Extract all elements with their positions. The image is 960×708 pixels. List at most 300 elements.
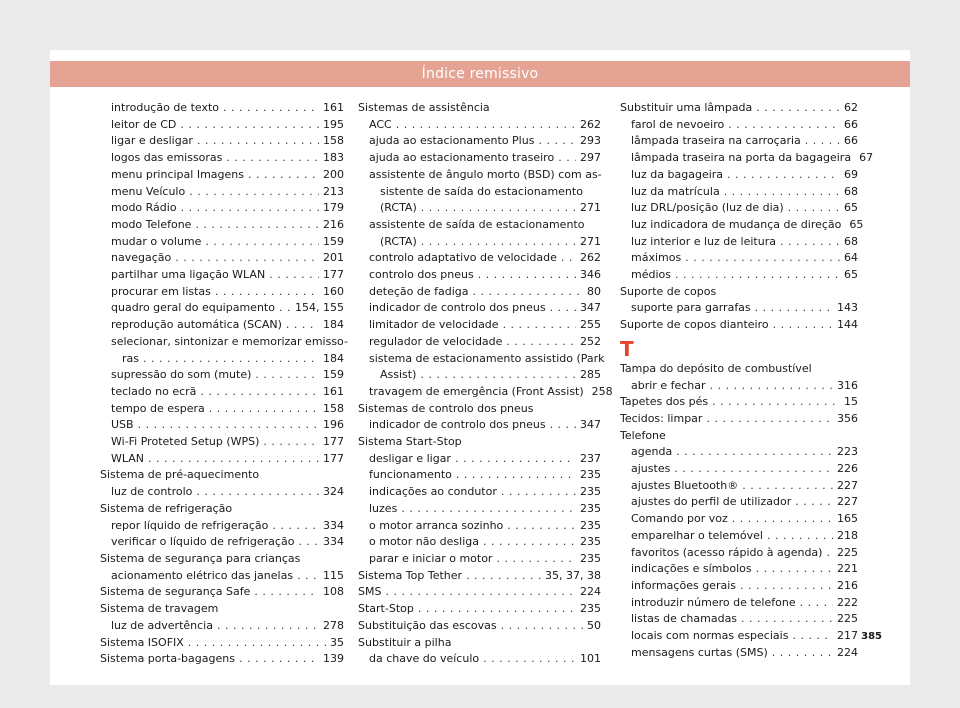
index-page-ref: 225 [837, 612, 858, 626]
dot-leader [239, 651, 319, 668]
dot-leader [496, 551, 576, 568]
dot-leader [217, 618, 319, 635]
header-banner [50, 61, 910, 87]
index-page-ref: 271 [580, 201, 601, 215]
index-term: WLAN [111, 451, 145, 465]
index-term: emparelhar o telemóvel [631, 528, 763, 542]
index-entry [100, 384, 344, 401]
index-term: ajuda ao estacionamento Plus [369, 134, 535, 148]
index-page-ref: 177 [323, 268, 344, 282]
index-entry [620, 317, 858, 334]
index-page-ref: 218 [837, 528, 858, 542]
index-page-ref: 255 [580, 318, 601, 332]
index-entry [620, 133, 858, 150]
dot-leader [421, 200, 576, 217]
index-term: luz indicadora de mudança de direção [631, 217, 842, 231]
dot-leader [728, 117, 840, 134]
dot-leader [724, 184, 840, 201]
index-term: informações gerais [631, 578, 736, 592]
index-page-ref: 139 [323, 652, 344, 666]
index-page-ref: 347 [580, 301, 601, 315]
index-entry [620, 595, 858, 612]
index-entry [358, 467, 601, 484]
index-term: Assist) [380, 368, 417, 382]
index-page-ref: 65 [844, 268, 858, 282]
index-page-ref: 297 [580, 151, 601, 165]
index-column-1 [100, 100, 348, 668]
index-entry [358, 117, 601, 134]
index-term: luz de controlo [111, 485, 193, 499]
index-term: ajustes Bluetooth® [631, 478, 739, 492]
index-page-ref: 216 [323, 217, 344, 231]
dot-leader [254, 584, 319, 601]
index-entry [100, 234, 344, 251]
index-entry [358, 284, 601, 301]
index-term: luz de advertência [111, 618, 213, 632]
index-entry [358, 417, 601, 434]
dot-leader [507, 518, 576, 535]
index-entry [100, 133, 344, 150]
index-entry [620, 117, 858, 134]
dot-leader [263, 434, 319, 451]
index-page-ref: 196 [323, 418, 344, 432]
dot-leader [401, 501, 576, 518]
dot-leader [788, 200, 840, 217]
index-page-ref: 225 [837, 545, 858, 559]
dot-leader [800, 595, 833, 612]
index-entry [100, 434, 344, 451]
dot-leader [826, 545, 833, 562]
dot-leader [455, 451, 576, 468]
dot-leader [205, 234, 319, 251]
index-page-ref: 226 [837, 462, 858, 476]
index-heading: Sistema Start-Stop [358, 435, 462, 449]
index-page-ref: 221 [837, 562, 858, 576]
dot-leader [561, 250, 576, 267]
index-page-ref: 68 [844, 184, 858, 198]
index-term: introduzir número de telefone [631, 595, 796, 609]
index-entry [100, 184, 344, 201]
dot-leader [710, 378, 833, 395]
index-term: o motor não desliga [369, 535, 479, 549]
dot-leader [297, 568, 319, 585]
index-heading: assistente de saída de estacionamento [369, 217, 585, 231]
dot-leader [195, 217, 319, 234]
index-page-ref: 177 [323, 435, 344, 449]
index-term: ajuda ao estacionamento traseiro [369, 151, 555, 165]
index-term: controlo adaptativo de velocidade [369, 251, 557, 265]
index-term: Suporte de copos dianteiro [620, 318, 769, 332]
index-column-2 [358, 100, 613, 668]
index-term: parar e iniciar o motor [369, 551, 493, 565]
index-term: luz da matrícula [631, 184, 720, 198]
dot-leader [732, 511, 833, 528]
index-term: luz interior e luz de leitura [631, 234, 776, 248]
index-term: Comando por voz [631, 512, 728, 526]
dot-leader [478, 267, 576, 284]
index-heading: Sistema de refrigeração [100, 501, 233, 515]
index-term: controlo dos pneus [369, 268, 474, 282]
dot-leader [483, 534, 576, 551]
dot-leader [674, 461, 833, 478]
index-page-ref: 80 [587, 284, 601, 298]
dot-leader [466, 568, 541, 585]
index-heading: Sistema de pré-aquecimento [100, 468, 260, 482]
dot-leader [209, 401, 319, 418]
dot-leader [215, 284, 319, 301]
index-page-ref: 115 [323, 568, 344, 582]
index-term: Sistema ISOFIX [100, 635, 184, 649]
index-term: supressão do som (mute) [111, 368, 252, 382]
index-term: indicador de controlo dos pneus [369, 418, 546, 432]
index-entry [620, 300, 858, 317]
index-page-ref: 108 [323, 585, 344, 599]
index-page-ref: 195 [323, 117, 344, 131]
index-entry [100, 484, 344, 501]
index-heading: sistema de estacionamento assistido (Park [369, 351, 605, 365]
index-entry [100, 584, 344, 601]
index-heading: Sistemas de controlo dos pneus [358, 401, 534, 415]
index-term: navegação [111, 251, 172, 265]
index-term: luz DRL/posição (luz de dia) [631, 201, 784, 215]
index-page-ref: 65 [844, 201, 858, 215]
index-entry [100, 401, 344, 418]
index-entry [100, 250, 344, 267]
index-term: procurar em listas [111, 284, 211, 298]
index-term: Sistema porta-bagagens [100, 652, 235, 666]
dot-leader [676, 444, 833, 461]
index-page-ref: 293 [580, 134, 601, 148]
index-page-ref: 252 [580, 334, 601, 348]
index-heading: assistente de ângulo morto (BSD) com as- [369, 167, 602, 181]
index-page-ref: 177 [323, 451, 344, 465]
index-page-ref: 235 [580, 535, 601, 549]
index-term: partilhar uma ligação WLAN [111, 268, 266, 282]
index-page-ref: 35, 37, 38 [545, 568, 601, 582]
index-term: acionamento elétrico das janelas [111, 568, 294, 582]
index-page-ref: 227 [837, 495, 858, 509]
index-entry [620, 217, 864, 234]
index-entry [620, 528, 858, 545]
index-page-ref: 200 [323, 167, 344, 181]
dot-leader [197, 133, 319, 150]
index-entry [620, 545, 858, 562]
index-term: Start-Stop [358, 602, 414, 616]
index-page-ref: 262 [580, 251, 601, 265]
index-entry [620, 494, 858, 511]
dot-leader [396, 117, 576, 134]
index-entry [358, 367, 601, 384]
index-page-ref: 316 [837, 378, 858, 392]
index-entry [620, 378, 858, 395]
dot-leader [188, 635, 326, 652]
page-number: 385 [861, 631, 882, 642]
index-entry [100, 534, 344, 551]
index-entry [620, 561, 858, 578]
index-page-ref: 184 [323, 351, 344, 365]
index-heading: Tampa do depósito de combustível [620, 361, 812, 375]
index-entry [620, 200, 858, 217]
index-entry [358, 200, 601, 217]
dot-leader [558, 150, 576, 167]
index-term: farol de nevoeiro [631, 117, 725, 131]
index-term: menu principal Imagens [111, 167, 244, 181]
dot-leader [385, 584, 576, 601]
index-heading: Substituir a pilha [358, 635, 452, 649]
index-term: Sistema Top Tether [358, 568, 463, 582]
dot-leader [286, 317, 319, 334]
index-heading: Sistemas de assistência [358, 101, 490, 114]
index-term: leitor de CD [111, 117, 177, 131]
index-page-ref: 165 [837, 512, 858, 526]
dot-leader [805, 133, 840, 150]
dot-leader [175, 250, 319, 267]
dot-leader [255, 367, 319, 384]
index-term: Wi-Fi Proteted Setup (WPS) [111, 435, 260, 449]
index-heading: Telefone [620, 428, 666, 442]
index-term: indicador de controlo dos pneus [369, 301, 546, 315]
index-page-ref: 66 [844, 134, 858, 148]
dot-leader [421, 234, 576, 251]
index-entry [100, 518, 344, 535]
index-term: Substituir uma lâmpada [620, 101, 753, 114]
index-term: suporte para garrafas [631, 301, 751, 315]
index-term: lâmpada traseira na porta da bagageira [631, 151, 852, 165]
index-term: menu Veículo [111, 184, 186, 198]
index-page-ref: 334 [323, 535, 344, 549]
index-heading: sistente de saída do estacionamento [380, 184, 583, 198]
index-section-letter: T [620, 336, 634, 361]
index-page-ref: 15 [844, 395, 858, 409]
index-term: Sistema de segurança Safe [100, 585, 251, 599]
index-term: luz da bagageira [631, 167, 724, 181]
index-term: modo Rádio [111, 201, 177, 215]
dot-leader [223, 100, 319, 117]
dot-leader [740, 578, 833, 595]
index-term: teclado no ecrã [111, 384, 197, 398]
dot-leader [483, 651, 576, 668]
index-entry [620, 167, 858, 184]
dot-leader [472, 284, 583, 301]
dot-leader [143, 351, 319, 368]
index-page-ref: 278 [323, 618, 344, 632]
index-term: indicações ao condutor [369, 485, 497, 499]
dot-leader [506, 334, 576, 351]
index-page-ref: 184 [323, 318, 344, 332]
index-entry [100, 100, 344, 117]
index-entry [358, 584, 601, 601]
index-entry [620, 100, 858, 117]
index-entry [358, 601, 601, 618]
index-term: luzes [369, 501, 398, 515]
index-heading: Suporte de copos [620, 284, 717, 298]
index-page-ref: 159 [323, 368, 344, 382]
index-entry [100, 200, 344, 217]
index-heading: Sistema de segurança para crianças [100, 551, 301, 565]
index-term: travagem de emergência (Front Assist) [369, 384, 584, 398]
index-term: lâmpada traseira na carroçaria [631, 134, 801, 148]
index-page-ref: 334 [323, 518, 344, 532]
index-entry [620, 645, 858, 662]
index-page-ref: 224 [580, 585, 601, 599]
dot-leader [181, 200, 319, 217]
index-entry [358, 534, 601, 551]
index-page-ref: 179 [323, 201, 344, 215]
index-term: Tecidos: limpar [620, 411, 703, 425]
dot-leader [418, 601, 576, 618]
dot-leader [501, 618, 583, 635]
index-term: mudar o volume [111, 234, 202, 248]
index-page-ref: 158 [323, 401, 344, 415]
index-entry [620, 267, 858, 284]
index-entry [620, 478, 858, 495]
dot-leader [279, 300, 291, 317]
index-term: indicações e símbolos [631, 562, 752, 576]
dot-leader [272, 518, 319, 535]
index-term: ras [122, 351, 139, 365]
index-entry [100, 351, 344, 368]
index-term: reprodução automática (SCAN) [111, 318, 282, 332]
index-page-ref: 69 [844, 167, 858, 181]
dot-leader [727, 167, 840, 184]
index-entry [100, 300, 344, 317]
index-term: limitador de velocidade [369, 318, 499, 332]
index-entry [620, 394, 858, 411]
index-term: deteção de fadiga [369, 284, 469, 298]
index-entry [100, 150, 344, 167]
index-entry [358, 651, 601, 668]
index-page-ref: 347 [580, 418, 601, 432]
index-entry [358, 317, 601, 334]
index-page-ref: 346 [580, 268, 601, 282]
index-entry [358, 451, 601, 468]
dot-leader [200, 384, 319, 401]
index-term: listas de chamadas [631, 612, 738, 626]
dot-leader [298, 534, 319, 551]
index-page-ref: 324 [323, 485, 344, 499]
index-entry [358, 334, 601, 351]
index-term: Substituição das escovas [358, 618, 497, 632]
index-page-ref: 235 [580, 551, 601, 565]
index-entry [620, 578, 858, 595]
index-page-ref: 144 [837, 318, 858, 332]
index-page-ref: 235 [580, 518, 601, 532]
index-term: agenda [631, 445, 673, 459]
index-entry [100, 618, 344, 635]
index-page-ref: 154, 155 [295, 301, 344, 315]
dot-leader [138, 417, 319, 434]
index-entry [620, 611, 858, 628]
index-entry [620, 511, 858, 528]
index-entry [358, 384, 613, 401]
dot-leader [742, 478, 833, 495]
index-entry [358, 484, 601, 501]
index-entry [100, 167, 344, 184]
dot-leader [756, 100, 840, 117]
index-entry [358, 267, 601, 284]
index-heading: Sistema de travagem [100, 602, 219, 616]
index-page-ref: 235 [580, 485, 601, 499]
index-entry [620, 150, 874, 167]
index-term: da chave do veículo [369, 652, 480, 666]
index-term: modo Telefone [111, 217, 192, 231]
dot-leader [269, 267, 319, 284]
index-page-ref: 101 [580, 652, 601, 666]
dot-leader [741, 611, 833, 628]
dot-leader [189, 184, 319, 201]
index-page-ref: 235 [580, 468, 601, 482]
index-term: o motor arranca sozinho [369, 518, 504, 532]
index-entry [358, 551, 601, 568]
index-heading: selecionar, sintonizar e memorizar emisso- [111, 334, 348, 348]
index-page-ref: 213 [323, 184, 344, 198]
index-term: mensagens curtas (SMS) [631, 645, 768, 659]
dot-leader [196, 484, 319, 501]
index-term: (RCTA) [380, 234, 417, 248]
dot-leader [148, 451, 319, 468]
dot-leader [180, 117, 319, 134]
index-term: ligar e desligar [111, 134, 193, 148]
index-term: Tapetes dos pés [620, 395, 709, 409]
index-page-ref: 237 [580, 451, 601, 465]
index-term: SMS [358, 585, 382, 599]
index-page-ref: 216 [837, 578, 858, 592]
index-term: logos das emissoras [111, 151, 223, 165]
index-term: introdução de texto [111, 101, 220, 114]
index-entry [620, 411, 858, 428]
dot-leader [772, 645, 833, 662]
index-page-ref: 201 [323, 251, 344, 265]
index-page-ref: 223 [837, 445, 858, 459]
index-term: quadro geral do equipamento [111, 301, 275, 315]
index-entry [358, 501, 601, 518]
dot-leader [780, 234, 840, 251]
index-entry [358, 568, 601, 585]
index-page-ref: 64 [844, 251, 858, 265]
index-page-ref: 66 [844, 117, 858, 131]
index-term: favoritos (acesso rápido à agenda) [631, 545, 823, 559]
index-term: verificar o líquido de refrigeração [111, 535, 295, 549]
dot-leader [550, 300, 576, 317]
index-entry [620, 444, 858, 461]
index-entry [358, 133, 601, 150]
dot-leader [712, 394, 840, 411]
dot-leader [755, 300, 833, 317]
index-page-ref: 159 [323, 234, 344, 248]
dot-leader [248, 167, 319, 184]
index-term: médios [631, 268, 671, 282]
index-term: ajustes [631, 462, 671, 476]
dot-leader [756, 561, 833, 578]
index-page-ref: 258 [591, 384, 613, 398]
index-term: ajustes do perfil de utilizador [631, 495, 792, 509]
index-page-ref: 224 [837, 645, 858, 659]
index-page-ref: 217 [837, 629, 858, 643]
index-page-ref: 161 [323, 101, 344, 114]
index-term: USB [111, 418, 134, 432]
index-page-ref: 235 [580, 501, 601, 515]
index-entry [620, 250, 858, 267]
index-page-ref: 183 [323, 151, 344, 165]
index-entry [100, 284, 344, 301]
index-entry [358, 618, 601, 635]
index-entry [100, 451, 344, 468]
index-page-ref: 227 [837, 478, 858, 492]
index-entry [358, 518, 601, 535]
index-term: regulador de velocidade [369, 334, 503, 348]
index-entry [620, 184, 858, 201]
dot-leader [795, 494, 833, 511]
